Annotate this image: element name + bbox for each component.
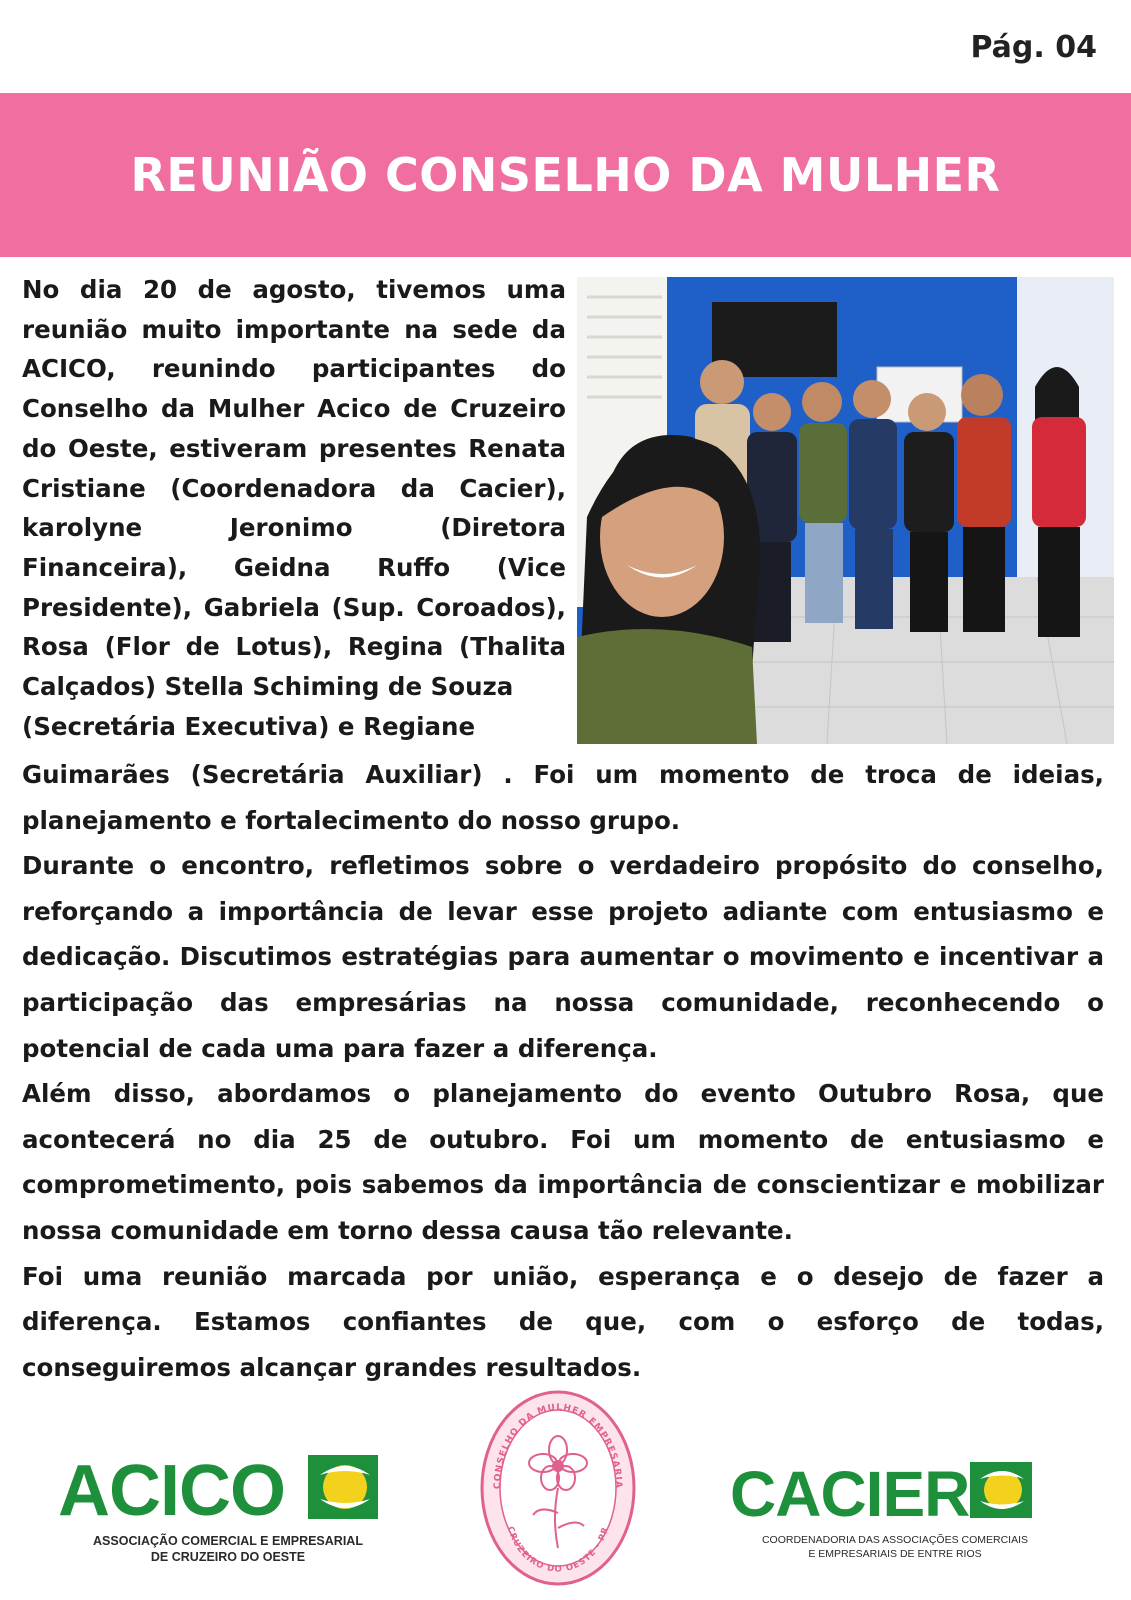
page-number: Pág. 04 [970,30,1097,65]
conselho-seal-emblem [478,1388,638,1588]
paragraph: Durante o encontro, refletimos sobre o verdadeiro propósito do conselho, reforçando a importância de levar esse projeto adiante com entusiasmo e dedicação. Discutimos estratégias para aumentar o movimento e incentivar a participação das empresárias na nossa comunidade, reconhecendo o potencial de cada uma para fazer a diferença. [22,851,1104,1063]
acico-emblem-icon [308,1455,378,1519]
page-title: REUNIÃO CONSELHO DA MULHER [130,148,1001,202]
acico-wordmark: ACICO [58,1451,285,1531]
title-banner [0,93,1131,257]
paragraph: Foi uma reunião marcada por união, esperança e o desejo de fazer a diferença. Estamos confiantes de que, com o esforço de todas, conseguiremos alcançar grandes resultados. [22,1261,1104,1382]
article-body [22,752,1104,1390]
group-photo-illustration [577,277,1114,744]
conselho-mulher-seal [478,1388,638,1588]
acico-subtitle-1: ASSOCIAÇÃO COMERCIAL E EMPRESARIAL [93,1534,363,1548]
seal-bottom-text: CRUZEIRO DO OESTE - PR [504,1525,612,1575]
intro-paragraph [22,270,566,746]
cacier-emblem-icon [970,1462,1032,1518]
cacier-logo [730,1458,1060,1562]
intro-last-line: (Secretária Executiva) e Regiane [22,711,476,741]
cacier-subtitle-1: COORDENADORIA DAS ASSOCIAÇÕES COMERCIAIS [761,1534,1029,1546]
acico-logo [58,1451,398,1564]
paragraph: Guimarães (Secretária Auxiliar) . Foi um momento de troca de ideias, planejamento e fortalecimento do nosso grupo. [22,760,1104,835]
paragraph: Além disso, abordamos o planejamento do evento Outubro Rosa, que acontecerá no dia 25 de outubro. Foi um momento de entusiasmo e comprometimento, pois sabemos da importância de conscientizar e mobilizar nossa comunidade em torno dessa causa tão relevante. [22,1079,1104,1245]
intro-text: No dia 20 de agosto, tivemos uma reunião muito importante na sede da ACICO, reunindo participantes do Conselho da Mulher Acico de Cruzeiro do Oeste, estiveram presentes Renata Cristiane (Coordenadora da Cacier), karolyne Jeronimo (Diretora Financeira), Geidna Ruffo (Vice Presidente), Gabriela (Sup. Coroados), Rosa (Flor de Lotus), Regina (Thalita Calçados) Stella Schiming de Souza [22,275,566,702]
cacier-subtitle-2: E EMPRESARIAIS DE ENTRE RIOS [808,1548,982,1560]
cacier-wordmark: CACIER [730,1458,970,1530]
seal-top-text: CONSELHO DA MULHER EMPRESARIA [492,1402,624,1490]
group-photo [577,277,1114,744]
acico-subtitle-2: DE CRUZEIRO DO OESTE [150,1550,306,1564]
